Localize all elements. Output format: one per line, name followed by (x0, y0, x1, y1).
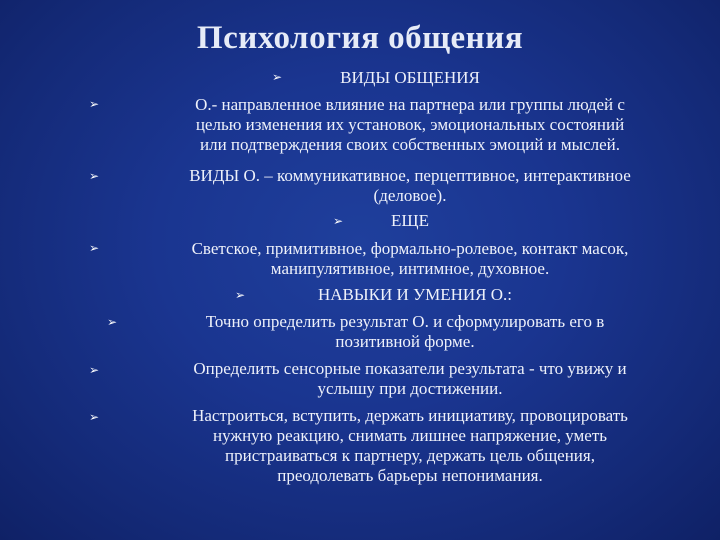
slide-text-item (360, 211, 460, 231)
bullet-arrow-icon: ➢ (89, 169, 100, 183)
text-line: Настроиться, вступить, держать инициативу, провоцировать (192, 406, 628, 425)
text-line: (деловое). (373, 186, 447, 205)
slide-text-item (110, 95, 710, 155)
slide-text-item (110, 239, 710, 279)
bullet-arrow-icon: ➢ (89, 363, 100, 377)
bullet-arrow-icon: ➢ (107, 315, 118, 329)
bullet-arrow-icon: ➢ (272, 70, 283, 84)
text-line: целью изменения их установок, эмоциональных состояний (195, 115, 625, 134)
bullet-arrow-icon: ➢ (235, 288, 246, 302)
slide-text-item (110, 166, 710, 206)
text-line: нужную реакцию, снимать лишнее напряжение, уметь (212, 426, 608, 445)
text-line: ЕЩЕ (391, 211, 429, 230)
slide-title: Психология общения (196, 20, 524, 56)
slide-text-item (110, 406, 710, 486)
bullet-arrow-icon: ➢ (89, 241, 100, 255)
slide-text-item (300, 68, 520, 88)
text-line: О.- направленное влияние на партнера или группы людей с (195, 95, 625, 114)
slide-text-item (110, 359, 710, 399)
text-line: манипулятивное, интимное, духовное. (270, 259, 550, 278)
text-line: или подтверждения своих собственных эмоций и мыслей. (199, 135, 620, 154)
bullet-arrow-icon: ➢ (89, 410, 100, 424)
bullet-arrow-icon: ➢ (89, 97, 100, 111)
text-line: Определить сенсорные показатели результата - что увижу и (193, 359, 627, 378)
text-line: НАВЫКИ И УМЕНИЯ О.: (317, 285, 513, 304)
text-line: Светское, примитивное, формально-ролевое, контакт масок, (191, 239, 629, 258)
slide-text-item (265, 285, 565, 305)
text-line: позитивной форме. (335, 332, 475, 351)
text-line: Точно определить результат О. и сформулировать его в (205, 312, 605, 331)
text-line: ВИДЫ О. – коммуникативное, перцептивное, интерактивное (189, 166, 631, 185)
text-line: пристраиваться к партнеру, держать цель общения, (225, 446, 595, 465)
bullet-arrow-icon: ➢ (333, 214, 344, 228)
text-line: ВИДЫ ОБЩЕНИЯ (340, 68, 480, 87)
slide-text-item (125, 312, 685, 352)
text-line: услышу при достижении. (317, 379, 503, 398)
text-line: преодолевать барьеры непонимания. (277, 466, 543, 485)
